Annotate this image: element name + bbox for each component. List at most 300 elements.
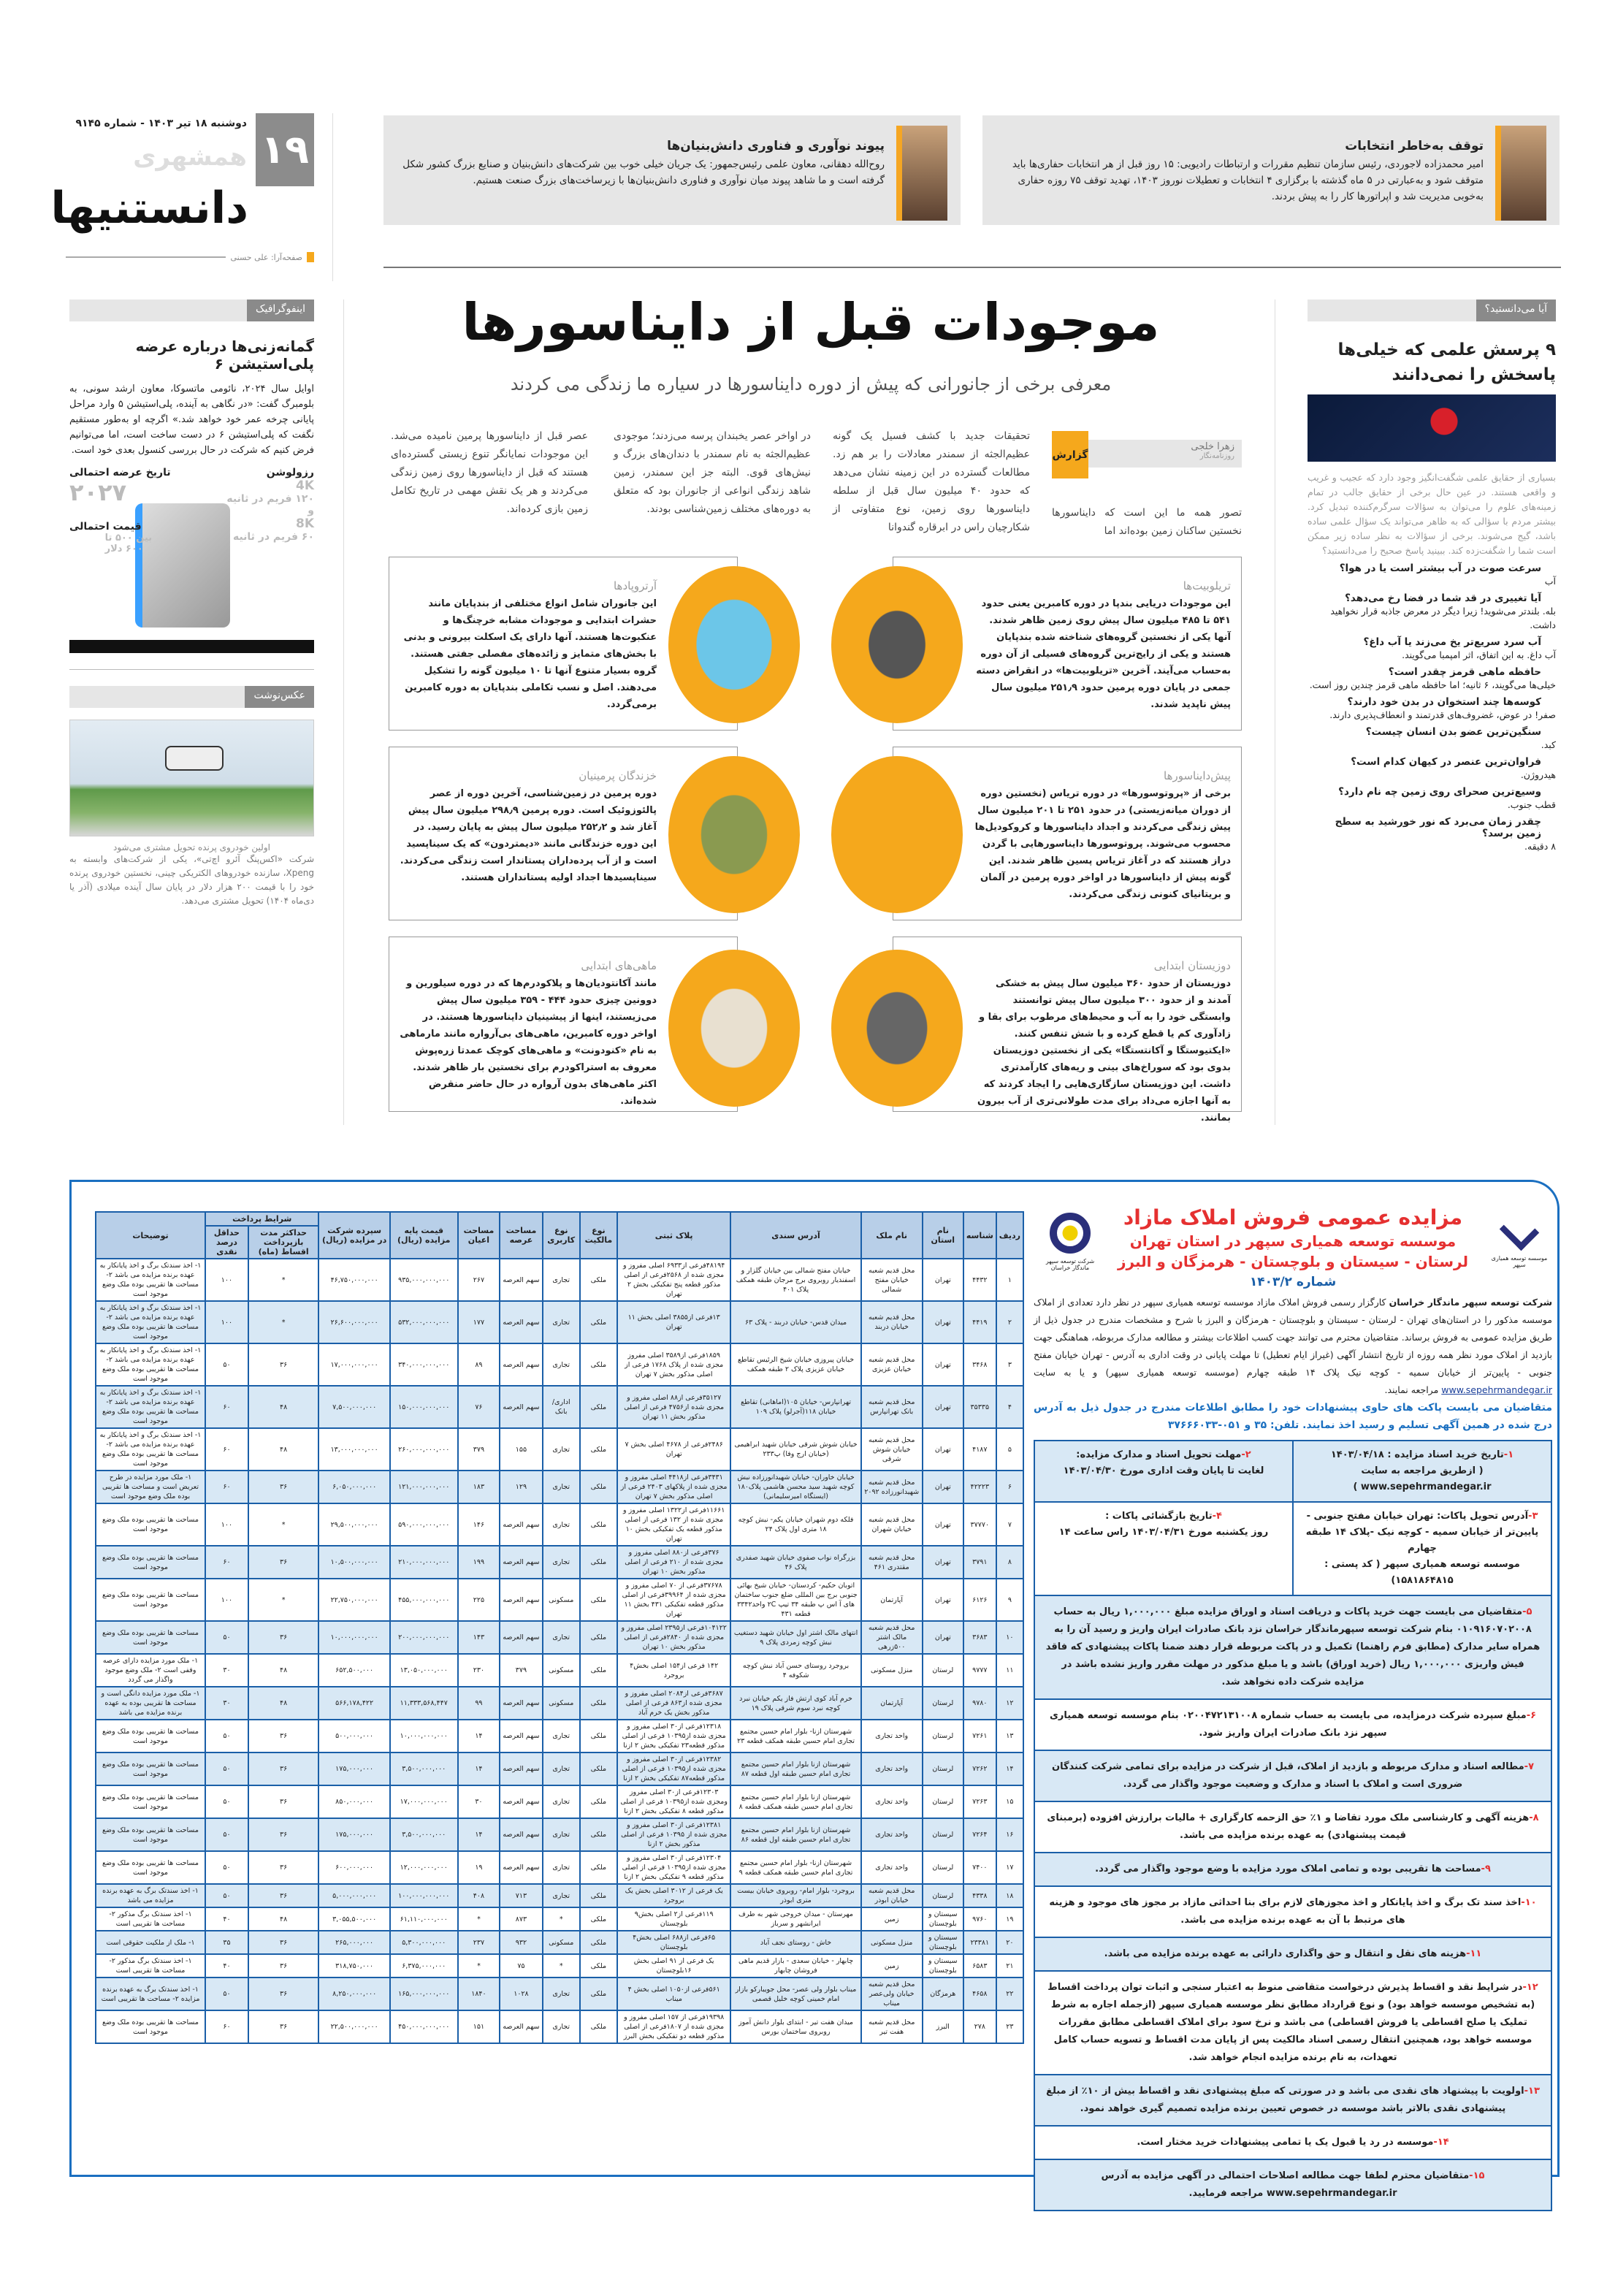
table-cell: ۷۴۰۰ <box>963 1851 996 1884</box>
table-cell: ۳۷۷۷۰ <box>963 1503 996 1546</box>
table-cell: ۴۵۵,۰۰۰,۰۰۰,۰۰۰ <box>390 1579 458 1621</box>
question: فراوان‌ترین عنصر در کیهان کدام است؟ <box>1351 756 1541 768</box>
table-cell: تهران <box>923 1386 963 1428</box>
table-cell: ۵۰ <box>205 1884 248 1907</box>
info-text: آدرس تحویل پاکات: تهران خیابان مفتح جنوبی - پایین‌تر از خیابان سمیه - کوچه نیک -پلاک ۱۴ طبقه چهارم <box>1305 1511 1539 1554</box>
info-row <box>1034 1503 1552 1596</box>
table-cell: ۳۶ <box>248 1785 319 1818</box>
term-item <box>1034 1596 1552 1700</box>
info-cell <box>1292 1503 1551 1595</box>
resolution-line: و <box>308 505 314 516</box>
box-body: این جانوران شامل انواع مختلفی از بندپایان مانند حشرات ابتدایی و موجودات مشابه خرچنگ‌ها و عنکبوت‌ها هستند. آنها دارای یک اسکلت بیرونی و بدنی با بخش‌های متمایز و زائده‌های مفصلی جفتی هستند. گروه بسیار متنوع آنها تا ۱۰ میلیون گونه را تشکیل می‌دهند. اصل و نسب تکاملی بندپایان به دوره کامبرین برمی‌گردد. <box>403 598 657 710</box>
answer: خیلی‌ها می‌گویند، ۶ ثانیه؛ اما حافظه ماهی قرمز چندین روز است. <box>1309 679 1556 690</box>
item-number: ۱۴- <box>1433 2137 1449 2148</box>
table-cell: تجاری <box>543 1259 580 1301</box>
column-header: قیمت پایه مزایده (ریال) <box>390 1212 458 1259</box>
table-cell: ۴۴۳۲ <box>963 1259 996 1301</box>
ad-subtitle: موسسه توسعه همیاری سپهر در استان تهران <box>1129 1232 1457 1250</box>
table-cell: ۴۸ <box>248 1687 319 1720</box>
flying-car-photo <box>69 720 314 836</box>
table-cell: ۳۴۰,۰۰۰,۰۰۰,۰۰۰ <box>390 1343 458 1386</box>
table-cell: ۲۲,۵۰۰,۰۰۰,۰۰۰ <box>318 2010 390 2043</box>
box-title: ماهی‌های ابتدایی <box>581 959 657 972</box>
table-cell: ملکی <box>580 1752 617 1785</box>
table-cell: ۱۰۰ <box>205 1579 248 1621</box>
table-cell: ۱۲,۰۰۰,۰۰۰,۰۰۰ <box>390 1851 458 1884</box>
table-cell: چابهار - خیابان سعدی - بازار قدیم ماهی فروشان چابهار <box>730 1954 860 1977</box>
surface <box>69 640 314 653</box>
term-text: اخذ سند تک برگ و اخذ پایانکار و اخذ مجوزهای لازم برای بنا احداثی مازاد بر مجوز های موجود و هزینه های مرتبط با آن به عهده برنده مزایده می باشد. <box>1049 1897 1522 1926</box>
table-cell: سیستان و بلوچستان <box>923 1954 963 1977</box>
table-cell: ۱- اخذ سندتک برگ و اخذ پایانکار به عهده برنده مزایده می باشد ۲- مساحت ها تقریبی بوده ملک وضع موجود است <box>96 1386 205 1428</box>
answer: کبد. <box>1541 739 1556 750</box>
table-cell: ۲۶۰,۰۰۰,۰۰۰,۰۰۰ <box>390 1428 458 1471</box>
column-header: سپرده شرکت در مزایده (ریال) <box>318 1212 390 1259</box>
infographic-title: گمانه‌زنی‌ها درباره عرضه پلی‌استیشن ۶ <box>135 337 314 373</box>
table-cell: میناب بلوار ولی عصر- محل جویبارکو بازار امام خمینی کوچه خلیل قصمی <box>730 1977 860 2010</box>
table-cell: ۳۷۶۷۸فرعی از ۷۰ اصلی مفروز و مجزی شده از ۳۹۹۶۴فرعی از اصلی مذکور قطعه تفکیکی ۴۳۱ بخش ۱۱ تهران <box>617 1579 731 1621</box>
table-cell: ۳۶ <box>248 1471 319 1503</box>
table-cell: ۵۰ <box>205 1851 248 1884</box>
info-sub: ( ازطریق مراجعه به سایت www.sepehrmandegar.ir ) <box>1353 1465 1492 1492</box>
info-text: مهلت تحویل اسناد و مدارک مزایده: <box>1076 1449 1242 1460</box>
byline <box>1052 431 1242 478</box>
question: آیا تغییری در قد شما در فضا رخ می‌دهد؟ <box>1345 592 1541 604</box>
table-cell: ملکی <box>580 1546 617 1579</box>
table-cell: ۱- اخذ سندتک برگ مذکور ۲- مساحت ها تقریبی است <box>96 1954 205 1977</box>
table-cell: ۳۷۹ <box>458 1428 500 1471</box>
table-cell: ۶۱۲۶ <box>963 1579 996 1621</box>
table-cell: ۴۸ <box>248 1428 319 1471</box>
section-title: ۹ پرسش علمی که خیلی‌ها پاسخش را نمی‌دانند <box>1337 340 1556 384</box>
property-table-wrap <box>95 1211 1024 2044</box>
designer-credit: صفحه‌آرا: علی حسنی <box>230 252 302 262</box>
term-text: هزینه های نقل و انتقال و حق واگذاری دارائی به عهده برنده مزایده می باشد. <box>1104 1948 1467 1959</box>
kicker <box>69 300 314 321</box>
table-cell: ۳۶ <box>248 1931 319 1954</box>
column-header: ردیف <box>996 1212 1023 1259</box>
column-header: آدرس سندی <box>730 1212 860 1259</box>
column-header: شناسه <box>963 1212 996 1259</box>
table-cell: سیستان و بلوچستان <box>923 1931 963 1954</box>
table-cell: ۱۲۳۰۴فرعی از۳۰ اصلی مفروز و مجزی شده از۱۰۳۹۵ فرعی از اصلی مذکور قطعه ۹ تفکیکی بخش ۲ ازنا <box>617 1851 731 1884</box>
info-text: تاریخ خرید اسناد مزایده : ۱۴۰۳/۰۴/۱۸ <box>1330 1449 1504 1460</box>
table-cell: خرم آباد کوی ارتش فاز یکم خیابان نبرد کوچه نبرد سوم شرقی پلاک ۱۹ <box>730 1687 860 1720</box>
table-cell: سهم العرصه <box>500 1579 542 1621</box>
table-cell: تجاری <box>543 1471 580 1503</box>
answer: صفر! در عوض، غضروف‌های قدرتمند و انعطاف‌پذیری دارند. <box>1329 709 1556 720</box>
table-cell: سهم العرصه <box>500 1259 542 1301</box>
table-cell: ۲۲۵ <box>458 1579 500 1621</box>
table-cell: تجاری <box>543 2010 580 2043</box>
box-body: مانند آکانتودیان‌ها و پلاکودرم‌ها که در دوره سیلورین و دوونین چیزی حدود ۴۴۴ - ۳۵۹ میلیون سال پیش می‌زیستند، اینها از پیشینیان دایناسورها هستند. در اواخر دوره کامبرین، ماهی‌های بی‌آرواره مانند مارماهی به نام «کنودونت» و ماهی‌های کوچک عمدتا زره‌پوش معروف به استراکودرم برای نخستین بار ظاهر شدند. اکثر ماهی‌های بدون آرواره در حال حاضر منقرض شده‌اند. <box>400 978 657 1107</box>
table-cell: ۳۷۹۱ <box>963 1546 996 1579</box>
table-cell: ملکی <box>580 1386 617 1428</box>
table-cell: سهم العرصه <box>500 1546 542 1579</box>
table-cell: ۵۰ <box>205 1720 248 1752</box>
table-cell: سهم العرصه <box>500 1386 542 1428</box>
term-item <box>1034 2160 1552 2211</box>
table-cell: تجاری <box>543 1546 580 1579</box>
table-cell: هرمزگان <box>923 1977 963 2010</box>
ad-header <box>1034 1205 1552 2211</box>
info-cell <box>1035 1441 1292 1501</box>
table-cell: ۱- اخذ سندتک برگ به عهده برنده مزایده می باشد <box>96 1884 205 1907</box>
item-number: ۴- <box>1212 1511 1222 1522</box>
box-body: برخی از «پروتوسورها» در دوره تریاس (نخستین دوره از دوران میانه‌زیستی) در حدود ۲۵۱ تا ۲۰۱ میلیون سال پیش زندگی می‌کردند و اجداد دایناسورها و کروکودیل‌ها محسوب می‌شوند. پروتوسورها دایناسورهایی با گردن دراز هستند که در آغاز تریاس پسین ظاهر شدند. این گونه پیش از دایناسورها در اواخر دوره پرمین در آلمان و بریتانیای کنونی زندگی می‌کردند. <box>974 788 1231 900</box>
term-text: متقاضیان محترم لطفا جهت مطالعه اصلاحات احتمالی در آگهی مزایده به آدرس www.sepehrmandegar.ir مراجعه فرمایید. <box>1101 2170 1470 2199</box>
company-name: شرکت توسعه سپهر ماندگار خراسان <box>1389 1297 1552 1308</box>
info-sub: روز یکشنبه مورخ ۱۴۰۳/۰۴/۳۱ راس ساعت ۱۴ <box>1058 1527 1269 1538</box>
table-cell: ۵۰ <box>205 1977 248 2010</box>
item-number: ۱۳- <box>1524 2086 1540 2097</box>
table-cell: * <box>248 1579 319 1621</box>
table-cell: ۱۰۰ <box>205 1503 248 1546</box>
table-cell: یک فرعی از ۹۱ اصلی بخش ۱۶بلوچستان <box>617 1954 731 1977</box>
table-cell: ۴۰۸ <box>458 1884 500 1907</box>
table-cell: ۱۲۳۸۱فرعی از۳۰ اصلی مفروز و مجزی شده از ۱۰۳۹۵ فرعی از اصلی مذکور بخش ۲ ازنا <box>617 1818 731 1851</box>
table-header-row <box>96 1212 1023 1226</box>
table-cell: ملکی <box>580 1687 617 1720</box>
table-cell: شهرستان ازنا- بلوار امام حسین مجتمع تجاری امام حسین طبقه همکف قطعه ۹ <box>730 1851 860 1884</box>
table-cell: ۱۰,۰۰۰,۰۰۰,۰۰۰ <box>390 1720 458 1752</box>
intro-end: مراجعه نمایند. <box>1384 1384 1439 1395</box>
table-cell: ۱۸۳ <box>458 1471 500 1503</box>
table-cell: ۲۳۷ <box>458 1931 500 1954</box>
property-table <box>95 1211 1024 2044</box>
table-cell: ۱- اخذ سندتک برگ به عهده برنده مزایده ۲- مساحت ها تقریبی است <box>96 1977 205 2010</box>
amphibian-image <box>831 950 963 1107</box>
info-row <box>1034 1441 1552 1503</box>
column-header: نام ملک <box>861 1212 923 1259</box>
table-cell: سهم العرصه <box>500 1752 542 1785</box>
table-cell: زمین <box>861 1907 923 1931</box>
table-cell: ملکی <box>580 1621 617 1654</box>
table-cell: ۹۷۸۰ <box>963 1687 996 1720</box>
table-cell: * <box>458 1907 500 1931</box>
table-cell: تجاری <box>543 1343 580 1386</box>
price-value: بین ۵۰۰ تا ۶۰۰ دلار <box>104 533 153 554</box>
column-header: حداقل درصد نقدی <box>205 1226 248 1259</box>
news-body: روح‌الله دهقانی، معاون علمی رئیس‌جمهور: یک جریان خیلی خوب بین شرکت‌های دانش‌بنیان و صنایع بزرگ کشور شکل گرفته است و ما شاهد پیوند میان نوآوری و فناوری دانش‌بنیان‌ها با زیرساخت‌های بزرگ صنعت هستیم. <box>402 159 885 186</box>
table-cell: * <box>248 1503 319 1546</box>
table-cell: تجاری <box>543 1977 580 2010</box>
page-number: ۱۹ <box>256 113 314 186</box>
table-cell: ۳۶ <box>248 1884 319 1907</box>
table-row <box>96 1503 1023 1546</box>
table-cell: ۳۶ <box>248 1343 319 1386</box>
table-cell: ۶,۰۵۰,۰۰۰,۰۰۰ <box>318 1471 390 1503</box>
table-row <box>96 1579 1023 1621</box>
table-cell: ۷۱۳ <box>500 1884 542 1907</box>
table-cell: لرستان <box>923 1720 963 1752</box>
table-cell: ۳۶ <box>248 1851 319 1884</box>
table-cell: ۲۶,۶۰۰,۰۰۰,۰۰۰ <box>318 1301 390 1343</box>
trilobite-image <box>831 566 963 723</box>
table-cell: ملکی <box>580 2010 617 2043</box>
table-cell: تجاری <box>543 1301 580 1343</box>
table-cell: ۱۷۵,۰۰۰,۰۰۰ <box>318 1818 390 1851</box>
table-cell: سهم العرصه <box>500 1851 542 1884</box>
dimetrodon-image <box>668 756 800 913</box>
table-cell: ۱۹۹ <box>458 1546 500 1579</box>
table-cell: ۱۰۰,۰۰۰,۰۰۰,۰۰۰ <box>390 1884 458 1907</box>
divider <box>343 300 344 1125</box>
table-cell: محل قدیم شعبه خیابان شوش شرقی <box>861 1428 923 1471</box>
table-cell: * <box>248 1259 319 1301</box>
answer: آب داغ. به این اتفاق، اثر امپمبا می‌گویند. <box>1402 649 1556 660</box>
term-text: موسسه در رد یا قبول یک یا تمامی پیشنهادات خرید مختار است. <box>1137 2137 1434 2148</box>
box-body: دوره پرمین در زمین‌شناسی، آخرین دوره از عصر پالئوزوئیک است. دوره پرمین ۲۹۸٫۹ میلیون سال پیش آغاز شد و ۲۵۲٫۲ میلیون سال پیش به پایان رسید. در این دوره خزندگانی مانند «دیمتردون» که یک سیناپسید است و از آب پرده‌داران پستاندار است زندگی می‌کردند. سیناپسیدها اجداد اولیه پستانداران هستند. <box>400 788 657 883</box>
table-cell: ۸,۲۵۰,۰۰۰,۰۰۰ <box>318 1977 390 2010</box>
info-sub: موسسه توسعه همیاری سپهر ( کد پستی : ۱۵۸۱۸۶۴۸۱۵) <box>1324 1559 1520 1586</box>
table-cell: منزل مسکونی <box>861 1931 923 1954</box>
table-cell: ۵۹۰,۰۰۰,۰۰۰,۰۰۰ <box>390 1503 458 1546</box>
table-cell: انتهای مالک اشتر اول خیابان شهید دستغیب نبش کوچه زمردی پلاک ۹ <box>730 1621 860 1654</box>
ad-intro <box>1034 1294 1552 1399</box>
table-cell: ۳۷۶فرعی از۸۸۰ اصلی مفروز و مجزی شده از ۲۱۰ فرعی از اصلی مذکور بخش ۱۰ تهران <box>617 1546 731 1579</box>
table-cell: ۴۰ <box>205 1907 248 1931</box>
table-row <box>96 1884 1023 1907</box>
table-cell: تهرانپارس- خیابان ۱۰۵(اماهانی) تقاطع خیابان ۱۱۸(آجرلو) پلاک ۱۰۹ <box>730 1386 860 1428</box>
table-cell: ۱- اخذ سندتک برگ و اخذ پایانکار به عهده برنده مزایده می باشد ۲- مساحت ها تقریبی بوده ملک وضع موجود است <box>96 1259 205 1301</box>
table-cell: ملکی <box>580 1931 617 1954</box>
table-cell: ۱۰۴۱۲۲فرعی از۲۳۹۵ اصلی مفروز و مجزی شده از ۲۸۴۰فرعی از اصلی مذکور بخش ۱۰ تهران <box>617 1621 731 1654</box>
table-cell: ۹۳۵,۰۰۰,۰۰۰,۰۰۰ <box>390 1259 458 1301</box>
table-cell: ملکی <box>580 1471 617 1503</box>
table-cell: مسکونی <box>543 1654 580 1687</box>
sepehr-logo-icon <box>1500 1211 1539 1251</box>
table-cell: ملکی <box>580 1654 617 1687</box>
table-cell: اداری/ بانک <box>543 1386 580 1428</box>
table-cell: ۱۴۶ <box>458 1503 500 1546</box>
article-title: موجودات قبل از دایناسورها <box>462 292 1160 352</box>
table-cell: ۶۵۸۳ <box>963 1954 996 1977</box>
answer: آب <box>1544 576 1556 587</box>
column-header: نوع کاربری <box>543 1212 580 1259</box>
item-number: ۱- <box>1503 1449 1514 1460</box>
question: آب سرد سریع‌تر یخ می‌زند یا آب داغ؟ <box>1363 636 1541 648</box>
table-cell: ۲۶۵,۰۰۰,۰۰۰ <box>318 1931 390 1954</box>
table-cell: واحد تجاری <box>861 1752 923 1785</box>
question: چقدر زمان می‌برد که نور خورشید به سطح زمین برسد؟ <box>1335 816 1541 839</box>
table-cell: سهم العرصه <box>500 2010 542 2043</box>
term-item <box>1034 1972 1552 2075</box>
box-title: خزندگان پرمینیان <box>579 769 657 782</box>
table-cell: ۱ <box>996 1259 1023 1301</box>
table-row <box>96 1343 1023 1386</box>
arthropod-image <box>668 566 800 723</box>
article-column: عصر قبل از دایناسورها پرمین نامیده می‌شد. این موجودات نمایانگر تنوع زیستی گسترده‌ای هستند که قبل از دایناسورها روی زمین زندگی می‌کردند و هر یک نقش مهمی در تاریخ تکامل زمین بازی کرده‌اند. <box>391 430 588 515</box>
term-item <box>1034 1802 1552 1853</box>
designer-line <box>66 252 314 262</box>
table-cell: سیستان و بلوچستان <box>923 1907 963 1931</box>
table-cell: ۵۶۱فرعی از۱۰۵۰ اصلی بخش ۴ میناب <box>617 1977 731 2010</box>
table-cell: ۲۱ <box>996 1954 1023 1977</box>
table-cell: ۵۳۲,۰۰۰,۰۰۰,۰۰۰ <box>390 1301 458 1343</box>
news-body: امیر محمدزاده لاجوردی، رئیس سازمان تنظیم مقررات و ارتباطات رادیویی: ۱۵ روز قبل از هر انتخابات حفاری‌ها باید متوقف شود و به‌عبارتی در ۵ ماه گذشته با برگزاری ۴ انتخابات و تعطیلات نوروز ۱۴۰۳، تهدید توقف ۷۵ روزه حفاری به‌خوبی مدیریت شد و اپراتورها کار را به پیش بردند. <box>1012 159 1484 202</box>
term-item <box>1034 1938 1552 1972</box>
table-cell: تهران <box>923 1579 963 1621</box>
table-cell: بروجرد روستای حسن آباد نبش کوچه شکوفه ۴ <box>730 1654 860 1687</box>
table-cell: تجاری <box>543 1503 580 1546</box>
table-cell: ۱۳ <box>996 1720 1023 1752</box>
term-text: مطالعه اسناد و مدارک مربوطه و بازدید از املاک، قبل از شرکت در مزایده برای تمامی شرکت کنندگان ضروری است و املاک با اسناد و مدارک و وضعیت موجود واگذار می گردد. <box>1051 1761 1524 1790</box>
table-cell: ۵۰۰,۰۰۰,۰۰۰ <box>318 1720 390 1752</box>
table-row <box>96 1428 1023 1471</box>
table-cell: ۱۸ <box>996 1884 1023 1907</box>
table-cell: محل قدیم شعبه خیابان شهران <box>861 1503 923 1546</box>
table-cell: ۱۲۳۱۸فرعی از۳۰ اصلی مفروز و مجزی شده از۱۰۳۹۵ فرعی از اصلی مذکور قطعه۲۳ تفکیکی بخش ۲ ازنا <box>617 1720 731 1752</box>
table-cell: ۴۸۱۹۴فرعی از۶۹۳۳ اصلی مفروز و مجزی شده از ۲۵۶۸فرعی از اصلی مذکور قطعه پنج تفکیکی بخش ۲ تهران <box>617 1259 731 1301</box>
table-cell: واحد تجاری <box>861 1720 923 1752</box>
question: سرعت صوت در آب بیشتر است یا در هوا؟ <box>1339 562 1541 574</box>
table-cell: ۳۶۸۷فرعی از۲۰۸۴ اصلی مفروز و مجزی شده از۸۶۳ فرعی از اصلی مذکور بخش یک خرم آباد <box>617 1687 731 1720</box>
table-cell: ۸۷۳ <box>500 1907 542 1931</box>
table-cell: ملکی <box>580 1851 617 1884</box>
kicker-label: عکس‌نوشت <box>245 686 314 708</box>
table-cell: ۱۶۵,۰۰۰,۰۰۰,۰۰۰ <box>390 1977 458 2010</box>
table-cell: خیابان پیروزی خیابان شیخ الرئیس تقاطع خیابان عزیزی پلاک ۲ طبقه همکف <box>730 1343 860 1386</box>
resolution-line: 4K <box>295 478 314 493</box>
table-cell: بروجرد- بلوار امام- روبروی خیابان بیست متری ابوذر <box>730 1884 860 1907</box>
table-cell: محل قدیم شعبه خیابان مفتح شمالی <box>861 1259 923 1301</box>
table-cell: ۲۳ <box>996 2010 1023 2043</box>
table-cell: ۱۰۰ <box>205 1259 248 1301</box>
table-cell: ۱۴۳ <box>458 1621 500 1654</box>
table-cell: تجاری <box>543 1851 580 1884</box>
table-cell: ۷ <box>996 1503 1023 1546</box>
table-cell: ۱۴ <box>458 1752 500 1785</box>
fish-image <box>668 950 800 1107</box>
term-text: مبلغ سپرده شرکت درمزایده، می بایست به حساب شماره ۰۲۰۰۴۷۲۱۳۱۰۰۸ بنام موسسه توسعه همیاری سپهر نزد بانک صادرات ایران واریز شود. <box>1049 1710 1527 1739</box>
table-cell: لرستان <box>923 1752 963 1785</box>
table-cell: ملکی <box>580 1259 617 1301</box>
report-tag: گزارش <box>1052 431 1088 478</box>
table-cell: تهران <box>923 1471 963 1503</box>
table-cell: سهم العرصه <box>500 1621 542 1654</box>
ad-number: شماره ۱۴۰۳/۲ <box>1249 1275 1337 1289</box>
info-cell <box>1292 1441 1551 1501</box>
table-cell: ۱۲۱,۰۰۰,۰۰۰,۰۰۰ <box>390 1471 458 1503</box>
table-cell: * <box>543 1907 580 1931</box>
table-cell: ۲۲,۷۵۰,۰۰۰,۰۰۰ <box>318 1579 390 1621</box>
website-link[interactable]: www.sepehrmandegar.ir <box>1441 1384 1552 1395</box>
table-cell: تهران <box>923 1259 963 1301</box>
person-photo <box>896 126 947 221</box>
table-cell: لرستان <box>923 1654 963 1687</box>
table-cell: تهران <box>923 1301 963 1343</box>
table-cell: واحد تجاری <box>861 1818 923 1851</box>
question: کوسه‌ها چند استخوان در بدن خود دارند؟ <box>1347 696 1541 708</box>
table-cell: ۱۸۴۰ <box>458 1977 500 2010</box>
article-column: تحقیقات جدید با کشف فسیل یک گونه عظیم‌الجثه از سمندر معادلات را بر هم زد. مطالعات گسترده در این زمینه نشان می‌دهد که حدود ۴۰ میلیون سال قبل از سلطه دایناسورها روی زمین، نوع متفاوتی از شکارچیان راس در ابرقاره گندوانا <box>833 430 1030 533</box>
table-cell: ۴۱۸۷ <box>963 1428 996 1471</box>
intro-text: کارگزار رسمی فروش املاک مازاد موسسه توسعه همیاری سپهر در نظر دارد تعدادی از املاک موسسه مذکور را در استان‌های تهران - لرستان - سیستان و بلوچستان - هرمزگان و البرز با شرح و مشخصات مندرج در جدول ذیل از طریق مزایده عمومی به فروش برساند. متقاضیان محترم می توانند جهت کسب اطلاعات بیشتر و مطالعه مدارک مربوطه، هماهنگی جهت بازدید از املاک مورد نظر همه روزه از تاریخ انتشار آگهی (غیراز ایام تعطیل) تا مهلت پایانی در وقت اداری به آدرس - تهران خیابان مفتح جنوبی - پایین‌تر از خیابان سمیه - کوچه نیک پلاک ۱۴ طبقه چهارم (موسسه توسعه همیاری سپهر) و یا به سایت <box>1034 1297 1552 1378</box>
table-row <box>96 1687 1023 1720</box>
table-cell: ۴۸ <box>248 1654 319 1687</box>
section-title: دانستنیها <box>50 183 248 234</box>
kicker-label: آیا می‌دانستید؟ <box>1476 300 1556 321</box>
term-text: اولویت با پیشنهاد های نقدی می باشد و در صورتی که مبلغ پیشنهادی نقد و اقساط بیش از ۱۰٪ از مبلغ پیشنهادی نقدی بالاتر باشد موسسه در خصوص تعیین برنده مزایده تصمیم گیری خواهد نمود. <box>1046 2086 1524 2114</box>
table-cell: تجاری <box>543 1818 580 1851</box>
article-intro: تصور همه ما این است که دایناسورها نخستین ساکنان زمین بوده‌اند اما <box>1052 507 1242 537</box>
table-cell: تهران <box>923 1343 963 1386</box>
table-cell: ۱۰,۰۰۰,۰۰۰,۰۰۰ <box>318 1621 390 1654</box>
answer: ۸ دقیقه. <box>1524 841 1556 852</box>
mandegar-logo-icon <box>1050 1213 1091 1254</box>
table-cell: تهران <box>923 1428 963 1471</box>
divider <box>332 113 333 281</box>
table-cell: ۷,۵۰۰,۰۰۰,۰۰۰ <box>318 1386 390 1428</box>
table-cell: ۹۹ <box>458 1687 500 1720</box>
table-cell: ۱۳,۰۰۰,۰۰۰,۰۰۰ <box>318 1428 390 1471</box>
table-cell: ۸ <box>996 1546 1023 1579</box>
table-cell: ۱۲ <box>996 1687 1023 1720</box>
table-row <box>96 1931 1023 1954</box>
table-cell: ۳۶۸۳ <box>963 1621 996 1654</box>
table-cell: ۶۰۰,۰۰۰,۰۰۰ <box>318 1851 390 1884</box>
divider <box>69 669 314 670</box>
table-cell: ۱۶ <box>996 1818 1023 1851</box>
table-cell: ۵,۳۰۰,۰۰۰,۰۰۰ <box>390 1931 458 1954</box>
table-cell: ۲۰ <box>996 1931 1023 1954</box>
kicker <box>1308 300 1556 321</box>
table-cell: ۱۲۳۸۲فرعی از۳۰ اصلی مفروز و مجزی شده از۱۰۳۹۵ فرعی از اصلی مذکور قطعه۸۷ تفکیکی بخش ۲ ازنا <box>617 1752 731 1785</box>
table-row <box>96 1386 1023 1428</box>
table-cell: ملکی <box>580 1818 617 1851</box>
table-cell: ۴ <box>996 1386 1023 1428</box>
table-cell: ۱۴۲ فرعی از۱۵۴ اصلی بخش۴ بروجرد <box>617 1654 731 1687</box>
kicker <box>69 686 314 708</box>
table-cell: زمین <box>861 1954 923 1977</box>
table-cell: تهران <box>923 1546 963 1579</box>
table-cell: تجاری <box>543 1884 580 1907</box>
table-cell: ۲۶۷ <box>458 1259 500 1301</box>
table-cell: ملکی <box>580 1503 617 1546</box>
news-box <box>982 115 1560 225</box>
table-cell: ۱۵ <box>996 1785 1023 1818</box>
ad-notice: متقاضیان می بایست پاکت های حاوی پیشنهادات خود را مطابق اطلاعات مندرج در جدول ذیل به آدرس درج شده در همین آگهی تسلیم و رسید اخذ نمایند. تلفن: ۳۵ و ۰۵۱-۳۷۶۶۶۰۳۳ <box>1034 1402 1552 1431</box>
table-cell: ۲۳۰ <box>458 1654 500 1687</box>
table-cell: ملکی <box>580 1579 617 1621</box>
table-cell: مساحت ها تقریبی بوده ملک وضع موجود است <box>96 1720 205 1752</box>
table-cell: ۶۵فرعی از۶۸۸ اصلی بخش۴ بلوچستان <box>617 1931 731 1954</box>
table-cell: * <box>543 1954 580 1977</box>
table-cell: ۳۷۹ <box>500 1654 542 1687</box>
table-cell: * <box>248 1301 319 1343</box>
table-cell: ۵ <box>996 1428 1023 1471</box>
table-cell: مساحت ها تقریبی بوده ملک وضع موجود است <box>96 1851 205 1884</box>
table-cell: ۱۴ <box>458 1720 500 1752</box>
ps6-graphic <box>69 467 314 653</box>
table-cell: سهم العرصه <box>500 1785 542 1818</box>
table-cell: ۶۱,۱۱۰,۰۰۰,۰۰۰ <box>390 1907 458 1931</box>
table-cell: ۱۱۶۶۱فرعی از۱۳۲۲ اصلی مفروز و مجزی شده از ۱۳۲ فرعی از اصلی مذکور قطعه یک تفکیکی بخش ۱۰ تهران <box>617 1503 731 1546</box>
table-cell: ۱- اخذ سندتک برگ و اخذ پایانکار به عهده برنده مزایده می باشد ۲- مساحت ها تقریبی بوده ملک وضع موجود است <box>96 1301 205 1343</box>
term-item <box>1034 1700 1552 1751</box>
table-cell: ۳۶ <box>248 1977 319 2010</box>
infographic-body: اوایل سال ۲۰۲۴، نائومی ماتسوکا، معاون ارشد سونی، به بلومبرگ گفت: «در نگاهی به آینده، پلی‌استیشن ۵ وارد مراحل پایانی چرخه عمر خود خواهد شد.» اگرچه او به‌طور مستقیم نگفت که پلی‌استیشن ۶ در دست ساخت است، اما می‌توانیم فرض کنیم که شرکت در حال بررسی کنسول بعدی خود است. <box>69 384 315 456</box>
table-cell: مسکونی <box>543 1687 580 1720</box>
table-cell: مسکونی <box>543 1931 580 1954</box>
table-cell: ۴۸ <box>248 1907 319 1931</box>
table-cell: ۶,۳۷۵,۰۰۰,۰۰۰ <box>390 1954 458 1977</box>
table-cell: ۱- ملک از ملکیت حقوقی است <box>96 1931 205 1954</box>
table-cell: ۱- ملک مورد مزایده دانگی است و مساحت ها تقریبی بوده به عهده برنده مزایده می باشد <box>96 1687 205 1720</box>
kicker-label: اینفوگرافیک <box>247 300 314 321</box>
table-cell: ۹ <box>996 1579 1023 1621</box>
